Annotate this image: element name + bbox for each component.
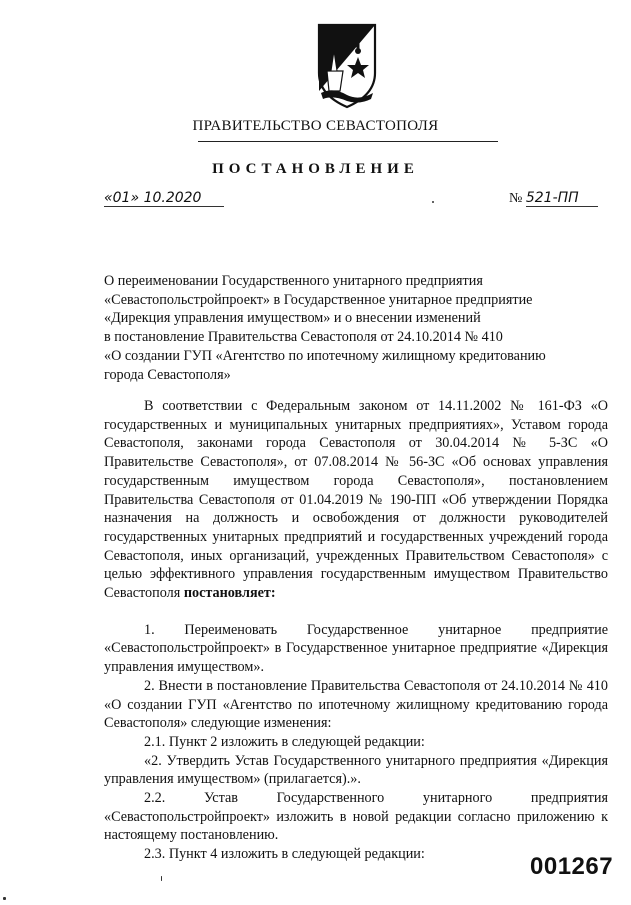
- sevastopol-coat-of-arms-icon: [313, 21, 381, 109]
- number-sign: №: [509, 191, 523, 206]
- item-paragraph: «2. Утвердить Устав Государственного унитарного предприятия «Дирекция управления имуществом» (прилагается).».: [104, 752, 608, 788]
- date-close-quote: »: [130, 190, 140, 206]
- scan-speck: [432, 201, 434, 203]
- subject-line: «Дирекция управления имуществом» и о внесении изменений: [104, 310, 481, 327]
- scan-speck: [3, 897, 6, 900]
- document-number: [509, 190, 598, 207]
- document-date: [104, 190, 224, 207]
- document-subject: [104, 272, 608, 384]
- subject-line: «О создании ГУП «Агентство по ипотечному жилищному кредитованию: [104, 347, 546, 364]
- date-open-quote: «: [104, 190, 113, 206]
- item-paragraph: 2.3. Пункт 4 изложить в следующей редакции:: [144, 846, 425, 863]
- date-month-year: 10.2020: [143, 190, 202, 206]
- paragraph-gap: [104, 603, 608, 621]
- title-divider: [198, 141, 498, 142]
- scan-speck: [161, 876, 162, 881]
- subject-line: в постановление Правительства Севастополя от 24.10.2014 № 410: [104, 329, 503, 346]
- date-day: 01: [112, 190, 131, 206]
- document-body: [104, 397, 608, 864]
- preamble-text: В соответствии с Федеральным законом от 14.11.2002 № 161-ФЗ «О государственных и муниципальных унитарных предприятиях», Уставом города Севастополя, законами города Севастополя от 30.04.2014 № 5-ЗС «О Правительстве Севастополя», от 07.08.2014 № 56-ЗС «Об основах управления государственным имуществом города Севастополя», постановлением Правительства Севастополя от 01.04.2019 № 190-ПП «Об утверждении Порядка назначения на должность и освобождения от должности руководителей государственных унитарных предприятий и государственных учреждений города Севастополя, иных организаций, учрежденных Правительством Севастополя» с целью эффективного управления государственным имуществом Правительство Севастополя: [104, 398, 608, 602]
- item-paragraph: 1. Переименовать Государственное унитарное предприятие «Севастопольстройпроект» в Государственное унитарное предприятие «Дирекция управления имуществом».: [104, 621, 608, 676]
- preamble-paragraph: [104, 397, 608, 603]
- item-paragraph: 2.1. Пункт 2 изложить в следующей редакции:: [144, 733, 425, 750]
- subject-line: города Севастополя»: [104, 366, 231, 383]
- item-paragraph: 2. Внести в постановление Правительства Севастополя от 24.10.2014 № 410 «О создании ГУП «Агентство по ипотечному жилищному кредитованию города Севастополя» следующие изменения:: [104, 677, 608, 732]
- item-paragraph: 2.2. Устав Государственного унитарного предприятия «Севастопольстройпроект» изложить в новой редакции согласно приложению к настоящему постановлению.: [104, 790, 608, 844]
- decree-word: постановляет:: [183, 585, 276, 602]
- government-title: ПРАВИТЕЛЬСТВО СЕВАСТОПОЛЯ: [192, 118, 439, 134]
- number-value: 521-ПП: [526, 190, 598, 207]
- subject-line: «Севастопольстройпроект» в Государственное унитарное предприятие: [104, 291, 533, 308]
- subject-line: О переименовании Государственного унитарного предприятия: [104, 273, 483, 289]
- document-type: ПОСТАНОВЛЕНИЕ: [212, 161, 419, 177]
- serial-number: 001267: [530, 853, 614, 880]
